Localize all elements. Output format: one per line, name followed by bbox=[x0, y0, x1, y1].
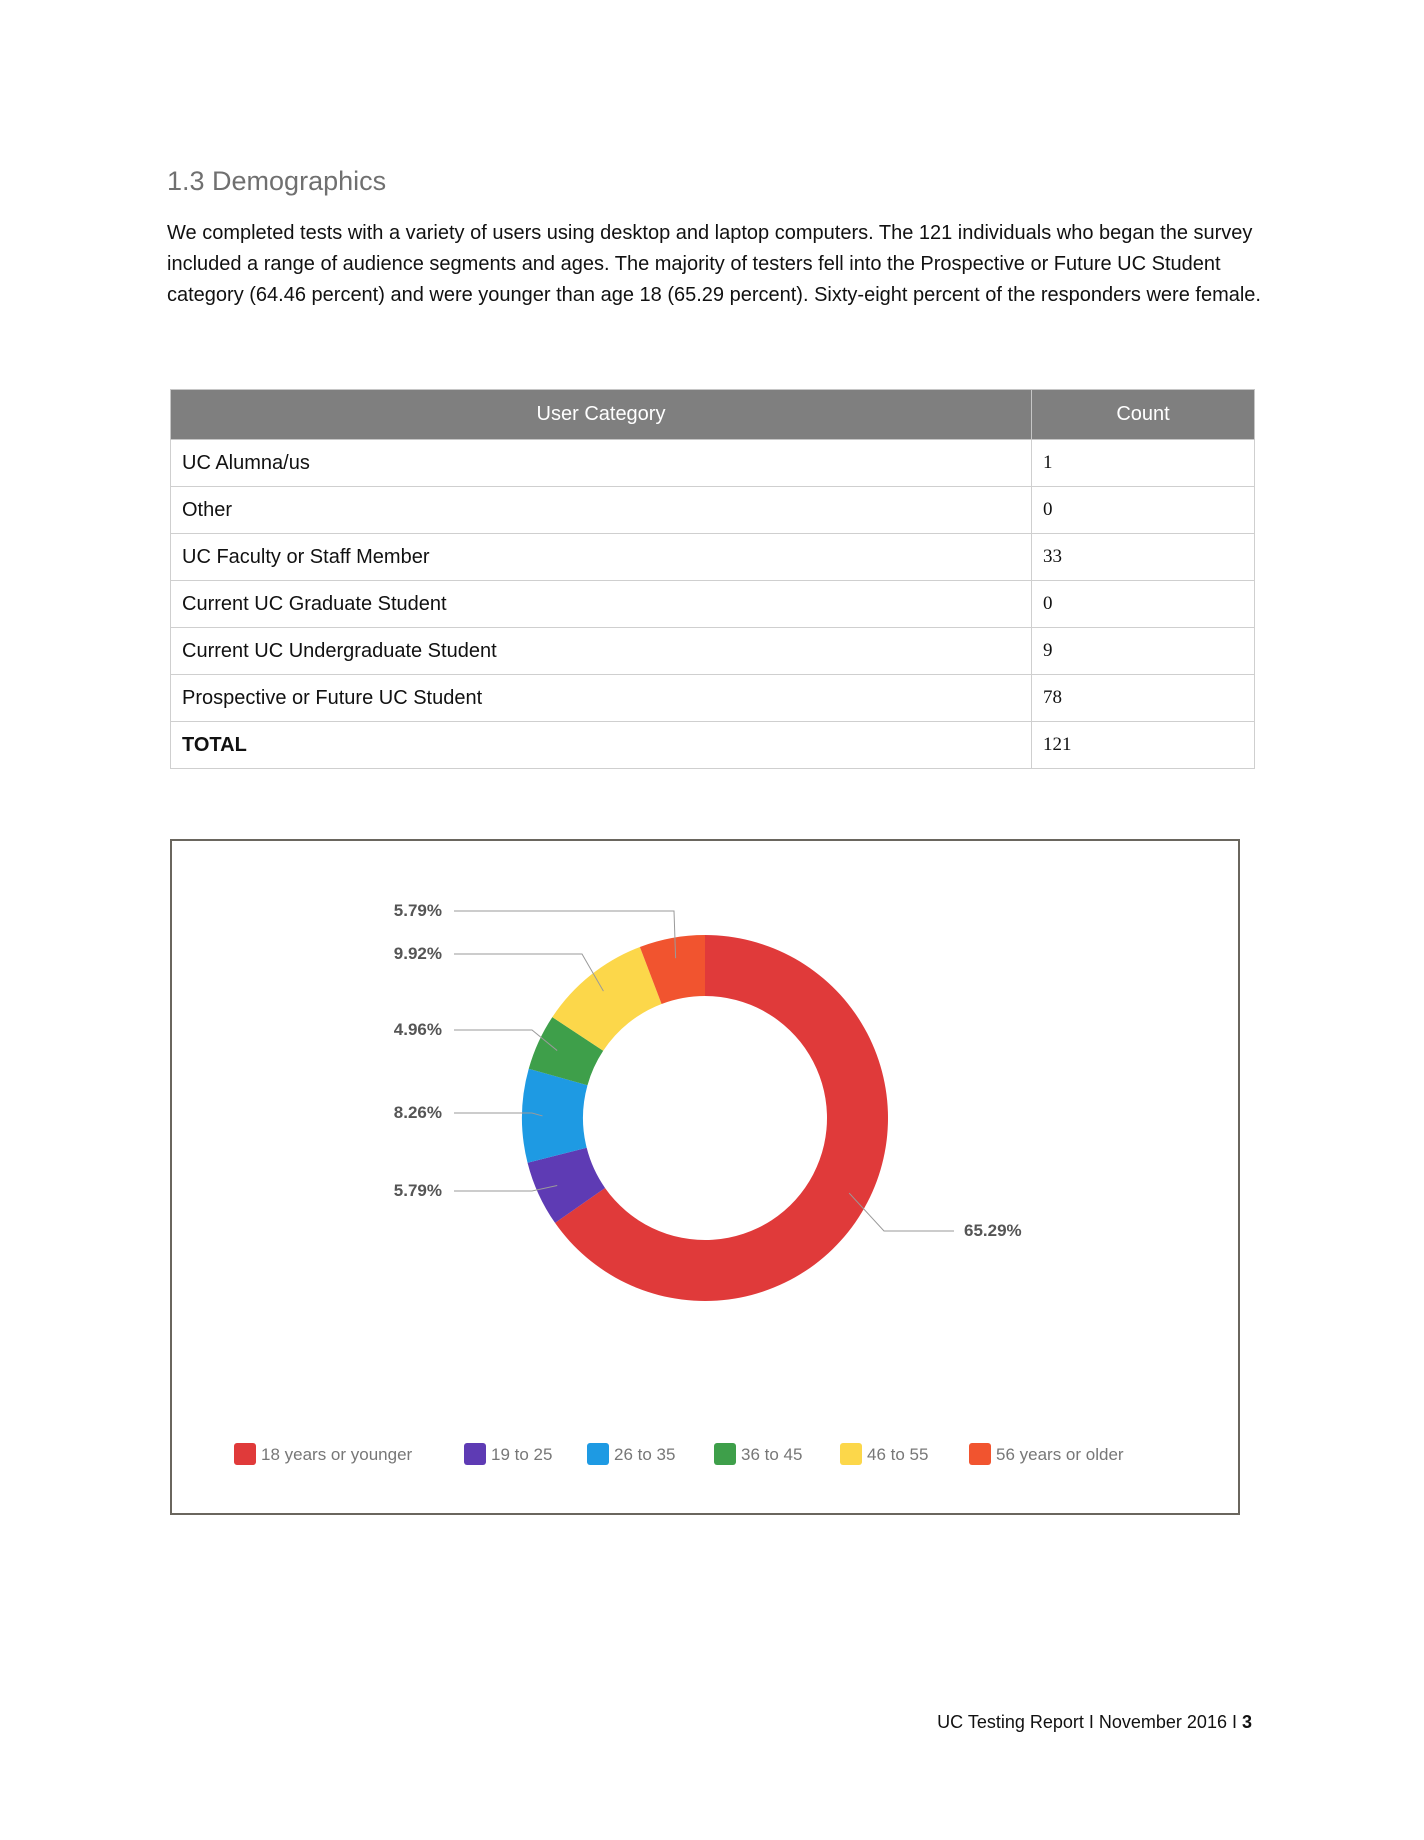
legend-swatch bbox=[840, 1443, 862, 1465]
table-row bbox=[171, 534, 1255, 581]
legend-label: 36 to 45 bbox=[741, 1445, 803, 1464]
count-cell: 0 bbox=[1032, 487, 1255, 534]
slice-data-label: 9.92% bbox=[393, 944, 442, 963]
age-donut-chart bbox=[170, 839, 1240, 1515]
legend-swatch bbox=[969, 1443, 991, 1465]
legend-swatch bbox=[587, 1443, 609, 1465]
table-row bbox=[171, 487, 1255, 534]
table-total-row bbox=[171, 722, 1255, 769]
count-cell: 1 bbox=[1032, 440, 1255, 487]
page-number: 3 bbox=[1241, 1712, 1252, 1732]
header-user-category: User Category bbox=[171, 390, 1032, 440]
category-cell: UC Alumna/us bbox=[171, 440, 1032, 487]
category-cell: Prospective or Future UC Student bbox=[171, 675, 1032, 722]
intro-paragraph: We completed tests with a variety of users using desktop and laptop computers. The 121 individuals who began the survey included a range of audience segments and ages. The majority of testers fell into the Prospective or Future UC Student category (64.46 percent) and were younger than age 18 (65.29 percent). Sixty-eight percent of the responders were female. bbox=[167, 222, 1261, 306]
table-row bbox=[171, 628, 1255, 675]
legend-label: 18 years or younger bbox=[261, 1445, 413, 1464]
legend-swatch bbox=[234, 1443, 256, 1465]
legend-label: 46 to 55 bbox=[867, 1445, 929, 1464]
table-row bbox=[171, 440, 1255, 487]
donut-slice bbox=[522, 1069, 587, 1163]
count-cell: 0 bbox=[1032, 581, 1255, 628]
legend-label: 26 to 35 bbox=[614, 1445, 676, 1464]
total-label-cell: TOTAL bbox=[171, 722, 1032, 769]
slice-data-label: 4.96% bbox=[393, 1020, 442, 1039]
category-cell: Other bbox=[171, 487, 1032, 534]
page-footer bbox=[937, 1712, 1252, 1733]
legend-swatch bbox=[464, 1443, 486, 1465]
footer-text: UC Testing Report I November 2016 I bbox=[937, 1712, 1242, 1732]
slice-data-label: 5.79% bbox=[393, 1181, 442, 1200]
legend-label: 19 to 25 bbox=[491, 1445, 553, 1464]
slice-data-label: 5.79% bbox=[393, 901, 442, 920]
table-row bbox=[171, 675, 1255, 722]
total-count-cell: 121 bbox=[1032, 722, 1255, 769]
header-count: Count bbox=[1032, 390, 1255, 440]
slice-data-label: 8.26% bbox=[393, 1103, 442, 1122]
category-cell: Current UC Undergraduate Student bbox=[171, 628, 1032, 675]
user-category-table bbox=[170, 389, 1255, 769]
legend-swatch bbox=[714, 1443, 736, 1465]
count-cell: 9 bbox=[1032, 628, 1255, 675]
count-cell: 33 bbox=[1032, 534, 1255, 581]
table-row bbox=[171, 581, 1255, 628]
legend-label: 56 years or older bbox=[996, 1445, 1124, 1464]
category-cell: Current UC Graduate Student bbox=[171, 581, 1032, 628]
count-cell: 78 bbox=[1032, 675, 1255, 722]
section-heading: 1.3 Demographics bbox=[167, 166, 387, 196]
donut-chart-svg bbox=[172, 841, 1238, 1513]
slice-data-label: 65.29% bbox=[964, 1221, 1022, 1240]
category-cell: UC Faculty or Staff Member bbox=[171, 534, 1032, 581]
table-header-row bbox=[171, 390, 1255, 440]
